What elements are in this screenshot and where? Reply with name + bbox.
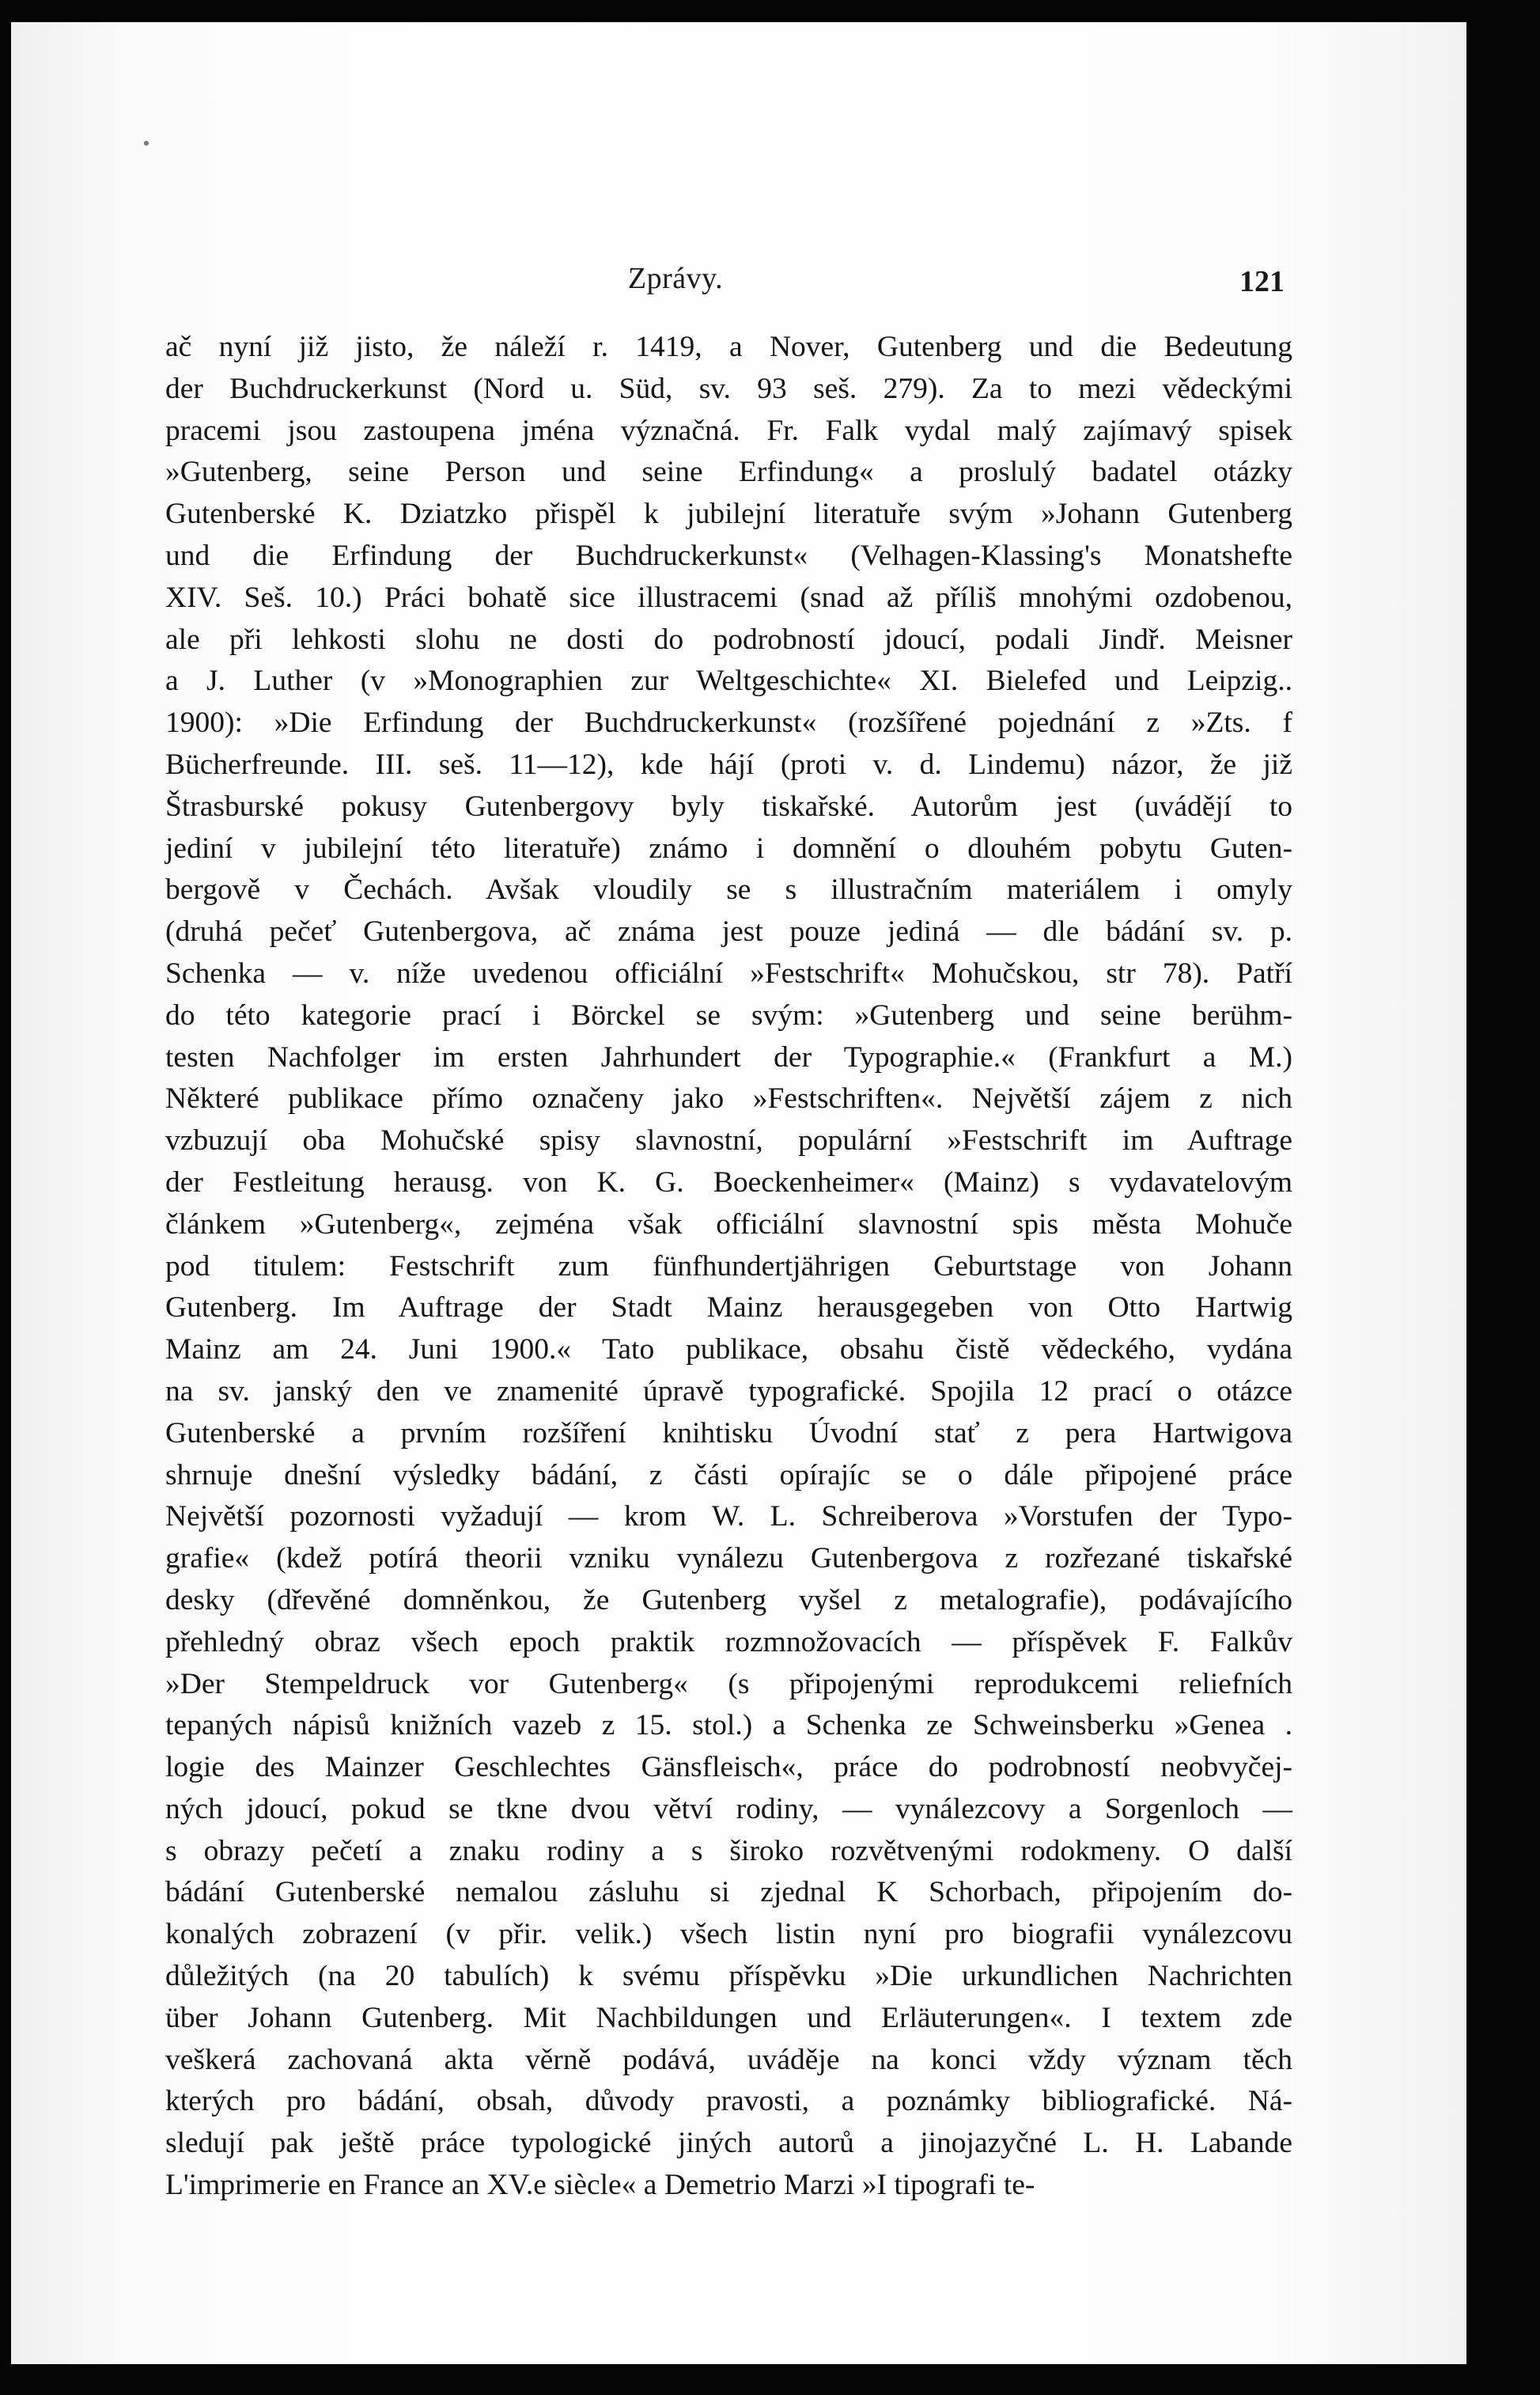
text-line: logie des Mainzer Geschlechtes Gänsfleisch«, práce do podrobností neobvyčej- [165,1751,1292,1784]
running-header-title: Zprávy. [627,262,724,295]
text-line: desky (dřevěné domněnkou, že Gutenberg vyšel z metalografie), podávajícího [165,1583,1292,1616]
text-line: ale při lehkosti slohu ne dosti do podrobností jdoucí, podali Jindř. Meisner [165,623,1292,656]
page-number: 121 [1239,265,1285,298]
text-line: ných jdoucí, pokud se tkne dvou větví rodiny, — vynálezcovy a Sorgenloch — [165,1792,1292,1825]
text-line: Schenka — v. níže uvedenou officiální »Festschrift« Mohučskou, str 78). Patří [165,957,1292,990]
book-page [11,22,1466,2364]
text-line: tepaných nápisů knižních vazeb z 15. stol.) a Schenka ze Schweinsberku »Genea . [165,1709,1292,1742]
text-line: »Gutenberg, seine Person und seine Erfindung« a proslulý badatel otázky [165,456,1292,489]
text-line: a J. Luther (v »Monographien zur Weltgeschichte« XI. Bielefed und Leipzig.. [165,665,1292,698]
text-line: der Buchdruckerkunst (Nord u. Süd, sv. 93 seš. 279). Za to mezi vědeckými [165,372,1292,405]
text-line: testen Nachfolger im ersten Jahrhundert der Typographie.« (Frankfurt a M.) [165,1040,1292,1074]
text-line: Gutenberg. Im Auftrage der Stadt Mainz herausgegeben von Otto Hartwig [165,1291,1292,1324]
text-line: »Der Stempeldruck vor Gutenberg« (s připojenými reprodukcemi reliefních [165,1667,1292,1700]
text-line: 1900): »Die Erfindung der Buchdruckerkunst« (rozšířené pojednání z »Zts. f [165,707,1292,740]
text-line: veškerá zachovaná akta věrně podává, uváděje na konci vždy význam těch [165,2043,1292,2076]
text-line: der Festleitung herausg. von K. G. Boeckenheimer« (Mainz) s vydavatelovým [165,1165,1292,1199]
text-line: vzbuzují oba Mohučské spisy slavnostní, populární »Festschrift im Auftrage [165,1124,1292,1158]
text-line: XIV. Seš. 10.) Práci bohatě sice illustracemi (snad až příliš mnohými ozdobenou, [165,581,1292,614]
text-line: jediní v jubilejní této literatuře) známo i domnění o dlouhém pobytu Guten- [165,832,1292,865]
text-line: do této kategorie prací i Börckel se svým: »Gutenberg und seine berühm- [165,999,1292,1032]
text-line: Největší pozornosti vyžadují — krom W. L. Schreiberova »Vorstufen der Typo- [165,1500,1292,1533]
text-line: (druhá pečeť Gutenbergova, ač známa jest pouze jediná — dle bádání sv. p. [165,915,1292,949]
text-line: Bücherfreunde. III. seš. 11—12), kde hájí (proti v. d. Lindemu) názor, že již [165,748,1292,781]
text-line: s obrazy pečetí a znaku rodiny a s široko rozvětvenými rodokmeny. O další [165,1834,1292,1867]
text-line: Štrasburské pokusy Gutenbergovy byly tiskařské. Autorům jest (uvádějí to [165,790,1292,823]
text-line: na sv. janský den ve znamenité úpravě typografické. Spojila 12 prací o otázce [165,1374,1292,1408]
text-line: Některé publikace přímo označeny jako »Festschriften«. Největší zájem z nich [165,1082,1292,1116]
text-line: Mainz am 24. Juni 1900.« Tato publikace, obsahu čistě vědeckého, vydána [165,1333,1292,1366]
text-line: und die Erfindung der Buchdruckerkunst« (Velhagen-Klassing's Monatshefte [165,539,1292,572]
text-line: článkem »Gutenberg«, zejména však officiální slavnostní spis města Mohuče [165,1207,1292,1241]
text-line: pod titulem: Festschrift zum fünfhundertjährigen Geburtstage von Johann [165,1249,1292,1283]
text-line: konalých zobrazení (v přir. velik.) všech listin nyní pro biografii vynálezcovu [165,1918,1292,1951]
text-line: sledují pak ještě práce typologické jiných autorů a jinojazyčné L. H. Labande [165,2127,1292,2160]
text-line: bádání Gutenberské nemalou zásluhu si zjednal K Schorbach, připojením do- [165,1876,1292,1909]
text-line: Gutenberské a prvním rozšíření knihtisku Úvodní stať z pera Hartwigova [165,1416,1292,1450]
text-line: kterých pro bádání, obsah, důvody pravosti, a poznámky bibliografické. Ná- [165,2085,1292,2118]
text-line: grafie« (kdež potírá theorii vzniku vynálezu Gutenbergova z rozřezané tiskařské [165,1542,1292,1575]
scan-dust-speck [144,141,149,146]
text-line: shrnuje dnešní výsledky bádání, z části opírajíc se o dále připojené práce [165,1458,1292,1491]
text-line: bergově v Čechách. Avšak vloudily se s illustračním materiálem i omyly [165,873,1292,907]
text-line: přehledný obraz všech epoch praktik rozmnožovacích — příspěvek F. Falkův [165,1625,1292,1658]
text-line: ač nyní již jisto, že náleží r. 1419, a Nover, Gutenberg und die Bedeutung [165,331,1292,363]
text-line: Gutenberské K. Dziatzko přispěl k jubilejní literatuře svým »Johann Gutenberg [165,498,1292,531]
text-line: L'imprimerie en France an XV.e siècle« a Demetrio Marzi »I tipografi te- [165,2169,1035,2202]
text-line: über Johann Gutenberg. Mit Nachbildungen und Erläuterungen«. I textem zde [165,2001,1292,2034]
text-line: pracemi jsou zastoupena jména význačná. Fr. Falk vydal malý zajímavý spisek [165,414,1292,447]
article-text [165,327,1292,2207]
text-line: důležitých (na 20 tabulích) k svému příspěvku »Die urkundlichen Nachrichten [165,1960,1292,1993]
